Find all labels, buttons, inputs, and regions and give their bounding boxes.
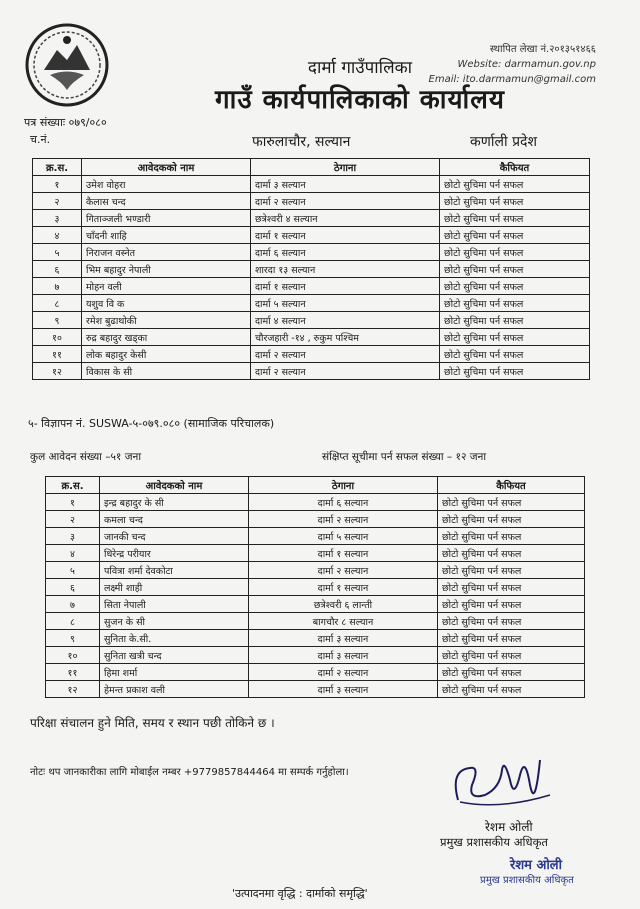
remarks-cell: छोटो सुचिमा पर्न सफल: [440, 312, 590, 329]
remarks-cell: छोटो सुचिमा पर्न सफल: [438, 562, 585, 579]
table-row: [33, 346, 590, 363]
address-cell: चौरजहारी -१४ , रुकुम पश्चिम: [251, 329, 440, 346]
applicant-name-cell: धिरेन्द्र परीयार: [100, 545, 249, 562]
column-header: आवेदकको नाम: [82, 159, 251, 176]
applicant-name-cell: कमला चन्द: [100, 511, 249, 528]
applicant-name-cell: सुनिता के.सी.: [100, 630, 249, 647]
serial-cell: ७: [33, 278, 82, 295]
address-cell: दार्मा २ सल्यान: [249, 511, 438, 528]
handwritten-signature: [440, 740, 560, 820]
signer-name: रेशम ओली: [485, 820, 533, 834]
website-text: Website: darmamun.gov.np: [457, 59, 596, 70]
office-address: फारुलाचौर, सल्यान: [252, 134, 351, 150]
table-row: [46, 630, 585, 647]
stamp-name: रेशम ओली: [510, 858, 562, 873]
table-row: [33, 244, 590, 261]
applicant-name-cell: चाँदनी शाहि: [82, 227, 251, 244]
table-row: [46, 596, 585, 613]
exam-notice: परिक्षा संचालन हुने मिति, समय र स्थान पछी तोकिने छ ।: [30, 716, 275, 730]
dispatch-number: च.नं.: [30, 133, 51, 146]
applicant-name-cell: लोक बहादुर केसी: [82, 346, 251, 363]
address-cell: दार्मा १ सल्यान: [249, 545, 438, 562]
column-header: कैफियत: [438, 477, 585, 494]
remarks-cell: छोटो सुचिमा पर्न सफल: [438, 494, 585, 511]
address-cell: दार्मा ३ सल्यान: [249, 647, 438, 664]
table-header-row: [46, 477, 585, 494]
address-cell: दार्मा ३ सल्यान: [249, 681, 438, 698]
applicant-name-cell: सुनिता खत्री चन्द: [100, 647, 249, 664]
address-cell: दार्मा ५ सल्यान: [251, 295, 440, 312]
serial-cell: ४: [33, 227, 82, 244]
address-cell: दार्मा १ सल्यान: [251, 227, 440, 244]
applicant-name-cell: इन्द्र बहादुर के सी: [100, 494, 249, 511]
table-row: [33, 295, 590, 312]
serial-cell: १२: [33, 363, 82, 380]
serial-cell: २: [46, 511, 100, 528]
shortlisted-count: संक्षिप्त सूचीमा पर्न सफल संख्या – १२ जना: [322, 451, 487, 463]
serial-cell: १२: [46, 681, 100, 698]
applicant-name-cell: हेमन्त प्रकाश वली: [100, 681, 249, 698]
email-text: Email: ito.darmamun@gmail.com: [428, 74, 596, 85]
shortlist-table-1: [32, 158, 590, 380]
table-row: [46, 562, 585, 579]
applicant-name-cell: गिताञ्जली भण्डारी: [82, 210, 251, 227]
table-row: [46, 511, 585, 528]
serial-cell: ८: [46, 613, 100, 630]
remarks-cell: छोटो सुचिमा पर्न सफल: [438, 596, 585, 613]
address-cell: दार्मा ३ सल्यान: [249, 630, 438, 647]
applicant-name-cell: रमेश बुढाथोकी: [82, 312, 251, 329]
municipality-name: दार्मा गाउँपालिका: [307, 58, 413, 78]
serial-cell: ४: [46, 545, 100, 562]
applicant-name-cell: कैलास चन्द: [82, 193, 251, 210]
serial-cell: ९: [33, 312, 82, 329]
address-cell: दार्मा ४ सल्यान: [251, 312, 440, 329]
table-row: [33, 278, 590, 295]
table-row: [33, 312, 590, 329]
serial-cell: ५: [33, 244, 82, 261]
remarks-cell: छोटो सुचिमा पर्न सफल: [440, 193, 590, 210]
remarks-cell: छोटो सुचिमा पर्न सफल: [440, 278, 590, 295]
contact-note: नोटः थप जानकारीका लागि मोबाईल नम्बर +9779857844464 मा सम्पर्क गर्नुहोला।: [30, 767, 349, 778]
remarks-cell: छोटो सुचिमा पर्न सफल: [438, 647, 585, 664]
serial-cell: ११: [46, 664, 100, 681]
address-cell: दार्मा २ सल्यान: [251, 363, 440, 380]
column-header: आवेदकको नाम: [100, 477, 249, 494]
column-header: क्र.स.: [46, 477, 100, 494]
applicant-name-cell: सुजन के सी: [100, 613, 249, 630]
column-header: कैफियत: [440, 159, 590, 176]
serial-cell: १: [46, 494, 100, 511]
address-cell: दार्मा ३ सल्यान: [251, 176, 440, 193]
applicant-name-cell: यशुव वि क: [82, 295, 251, 312]
applicant-name-cell: विकास के सी: [82, 363, 251, 380]
footer-slogan: 'उत्पादनमा वृद्धि : दार्माको समृद्धि': [232, 887, 368, 900]
vacancy-heading: ५- विज्ञापन नं. SUSWA-५-०७९.०८० (सामाजिक परिचालक): [28, 417, 275, 430]
registration-number: स्थापित लेखा नं.२०१३५१४६६: [489, 44, 596, 55]
serial-cell: ८: [33, 295, 82, 312]
remarks-cell: छोटो सुचिमा पर्न सफल: [438, 579, 585, 596]
applicant-name-cell: भिम बहादुर नेपाली: [82, 261, 251, 278]
stamp-title: प्रमुख प्रशासकीय अधिकृत: [480, 875, 574, 886]
remarks-cell: छोटो सुचिमा पर्न सफल: [440, 346, 590, 363]
serial-cell: ७: [46, 596, 100, 613]
remarks-cell: छोटो सुचिमा पर्न सफल: [438, 630, 585, 647]
table-row: [46, 647, 585, 664]
province-name: कर्णाली प्रदेश: [470, 134, 537, 150]
address-cell: दार्मा २ सल्यान: [251, 193, 440, 210]
serial-cell: ६: [46, 579, 100, 596]
remarks-cell: छोटो सुचिमा पर्न सफल: [440, 176, 590, 193]
serial-cell: ६: [33, 261, 82, 278]
remarks-cell: छोटो सुचिमा पर्न सफल: [438, 545, 585, 562]
remarks-cell: छोटो सुचिमा पर्न सफल: [438, 664, 585, 681]
address-cell: दार्मा ५ सल्यान: [249, 528, 438, 545]
applicant-name-cell: हिमा शर्मा: [100, 664, 249, 681]
address-cell: दार्मा ६ सल्यान: [251, 244, 440, 261]
applicant-name-cell: रुद्र बहादुर खड्का: [82, 329, 251, 346]
remarks-cell: छोटो सुचिमा पर्न सफल: [440, 329, 590, 346]
serial-cell: १०: [33, 329, 82, 346]
serial-cell: १: [33, 176, 82, 193]
column-header: ठेगाना: [249, 477, 438, 494]
address-cell: दार्मा २ सल्यान: [249, 562, 438, 579]
column-header: ठेगाना: [251, 159, 440, 176]
table-row: [33, 329, 590, 346]
address-cell: दार्मा ६ सल्यान: [249, 494, 438, 511]
serial-cell: ३: [46, 528, 100, 545]
table-row: [33, 261, 590, 278]
address-cell: छत्रेश्वरी ४ सल्यान: [251, 210, 440, 227]
remarks-cell: छोटो सुचिमा पर्न सफल: [440, 210, 590, 227]
table-row: [46, 579, 585, 596]
serial-cell: ११: [33, 346, 82, 363]
table-row: [46, 528, 585, 545]
shortlist-table-2: [45, 476, 585, 698]
address-cell: दार्मा २ सल्यान: [251, 346, 440, 363]
applicant-name-cell: मोहन वली: [82, 278, 251, 295]
table-row: [33, 363, 590, 380]
table-row: [33, 193, 590, 210]
applicant-name-cell: लक्ष्मी शाही: [100, 579, 249, 596]
serial-cell: ३: [33, 210, 82, 227]
table-row: [46, 664, 585, 681]
remarks-cell: छोटो सुचिमा पर्न सफल: [438, 613, 585, 630]
remarks-cell: छोटो सुचिमा पर्न सफल: [440, 244, 590, 261]
remarks-cell: छोटो सुचिमा पर्न सफल: [440, 363, 590, 380]
remarks-cell: छोटो सुचिमा पर्न सफल: [440, 261, 590, 278]
serial-cell: २: [33, 193, 82, 210]
letter-number: पत्र संख्याः ०७९/०८०: [24, 116, 107, 129]
table-row: [33, 227, 590, 244]
address-cell: दार्मा १ सल्यान: [251, 278, 440, 295]
applicant-name-cell: पवित्रा शर्मा देवकोटा: [100, 562, 249, 579]
address-cell: शारदा १३ सल्यान: [251, 261, 440, 278]
address-cell: दार्मा १ सल्यान: [249, 579, 438, 596]
serial-cell: १०: [46, 647, 100, 664]
table-row: [46, 494, 585, 511]
table-row: [33, 210, 590, 227]
remarks-cell: छोटो सुचिमा पर्न सफल: [438, 681, 585, 698]
applicant-name-cell: निराजन वस्नेत: [82, 244, 251, 261]
remarks-cell: छोटो सुचिमा पर्न सफल: [440, 295, 590, 312]
address-cell: छत्रेश्वरी ६ लान्ती: [249, 596, 438, 613]
applicant-name-cell: उमेश वोहरा: [82, 176, 251, 193]
applicant-name-cell: सिता नेपाली: [100, 596, 249, 613]
table-row: [46, 545, 585, 562]
table-header-row: [33, 159, 590, 176]
office-title: गाउँ कार्यपालिकाको कार्यालय: [215, 85, 505, 115]
remarks-cell: छोटो सुचिमा पर्न सफल: [440, 227, 590, 244]
signer-title: प्रमुख प्रशासकीय अधिकृत: [440, 835, 548, 849]
table-row: [46, 681, 585, 698]
remarks-cell: छोटो सुचिमा पर्न सफल: [438, 511, 585, 528]
address-cell: बागचौर ८ सल्यान: [249, 613, 438, 630]
table-row: [46, 613, 585, 630]
remarks-cell: छोटो सुचिमा पर्न सफल: [438, 528, 585, 545]
serial-cell: ९: [46, 630, 100, 647]
table-row: [33, 176, 590, 193]
address-cell: दार्मा २ सल्यान: [249, 664, 438, 681]
total-applicants: कुल आवेदन संख्या –५१ जना: [30, 451, 142, 463]
column-header: क्र.स.: [33, 159, 82, 176]
serial-cell: ५: [46, 562, 100, 579]
applicant-name-cell: जानकी चन्द: [100, 528, 249, 545]
